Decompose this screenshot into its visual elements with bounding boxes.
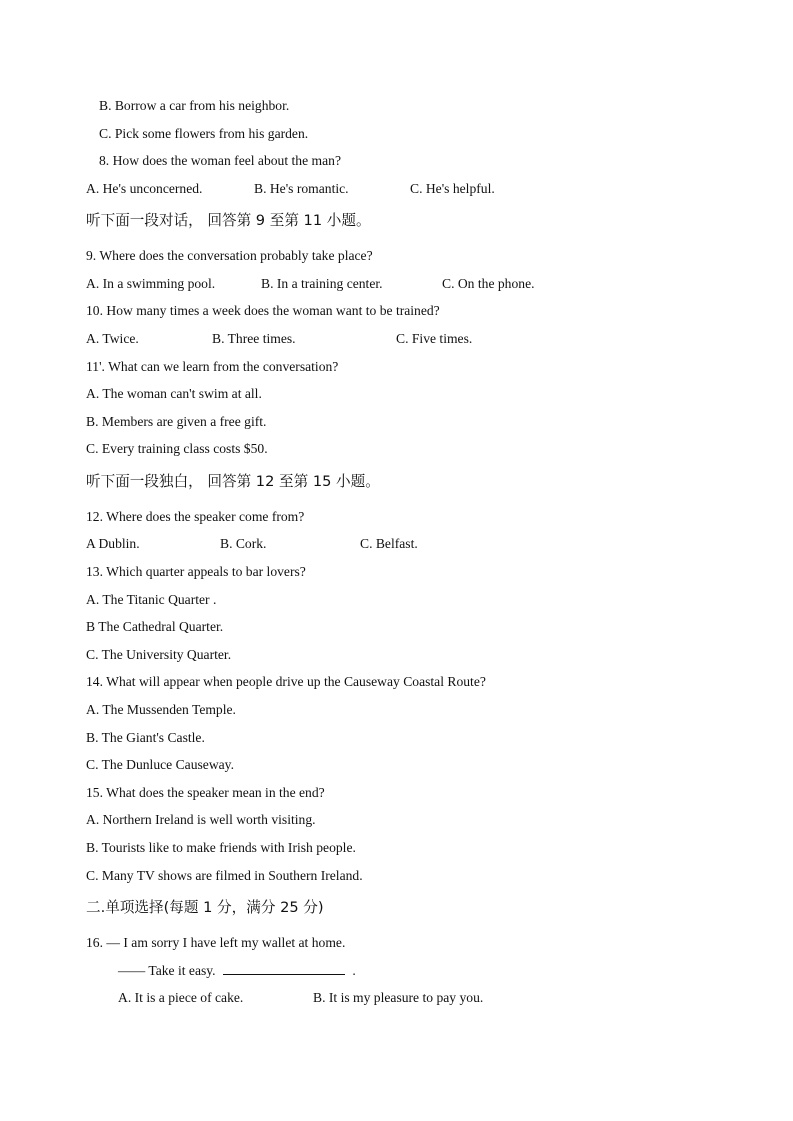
- q9-option-a: A. In a swimming pool.: [86, 276, 216, 291]
- section-heading-9-11: 听下面一段对话， 回答第 9 至第 11 小题。: [86, 212, 371, 229]
- q15-option-c: C. Many TV shows are filmed in Southern Ireland.: [86, 868, 363, 883]
- q11-option-b: B. Members are given a free gift.: [86, 414, 267, 429]
- q8-option-b: B. He's romantic.: [254, 181, 349, 196]
- q9-option-c: C. On the phone.: [442, 276, 535, 291]
- q8-option-a: A. He's unconcerned.: [86, 181, 203, 196]
- q13-option-a: A. The Titanic Quarter .: [86, 592, 217, 607]
- q14-option-a: A. The Mussenden Temple.: [86, 702, 236, 717]
- q12-option-a: A Dublin.: [86, 536, 140, 551]
- q16-reply-suffix: .: [352, 963, 356, 978]
- q9-option-b: B. In a training center.: [261, 276, 383, 291]
- q14-option-b: B. The Giant's Castle.: [86, 730, 205, 745]
- q10-option-a: A. Twice.: [86, 331, 139, 346]
- q12-option-b: B. Cork.: [220, 536, 267, 551]
- section-heading-2: 二.单项选择(每题 1 分，满分 25 分): [86, 899, 324, 916]
- q9-question: 9. Where does the conversation probably take place?: [86, 248, 373, 263]
- q14-option-c: C. The Dunluce Causeway.: [86, 757, 234, 772]
- q13-option-c: C. The University Quarter.: [86, 647, 232, 662]
- q10-option-b: B. Three times.: [212, 331, 296, 346]
- q12-question: 12. Where does the speaker come from?: [86, 509, 305, 524]
- q7-option-c: C. Pick some flowers from his garden.: [99, 126, 309, 141]
- q16-option-a: A. It is a piece of cake.: [118, 990, 244, 1005]
- q16-question: 16. — I am sorry I have left my wallet at home.: [86, 935, 346, 950]
- section-heading-12-15: 听下面一段独白， 回答第 12 至第 15 小题。: [86, 473, 380, 490]
- q7-option-b: B. Borrow a car from his neighbor.: [99, 98, 290, 113]
- q12-option-c: C. Belfast.: [360, 536, 418, 551]
- q10-question: 10. How many times a week does the woman want to be trained?: [86, 303, 440, 318]
- q11-option-a: A. The woman can't swim at all.: [86, 386, 262, 401]
- q14-question: 14. What will appear when people drive up the Causeway Coastal Route?: [86, 674, 486, 689]
- q15-option-a: A. Northern Ireland is well worth visiting.: [86, 812, 316, 827]
- q16-answer-blank[interactable]: [223, 962, 345, 975]
- q10-option-c: C. Five times.: [396, 331, 473, 346]
- q11-question: 11'. What can we learn from the conversation?: [86, 359, 339, 374]
- q13-option-b: B The Cathedral Quarter.: [86, 619, 224, 634]
- q11-option-c: C. Every training class costs $50.: [86, 441, 268, 456]
- q16-reply: [118, 962, 356, 980]
- q16-reply-prefix: —— Take it easy.: [118, 963, 216, 978]
- q15-option-b: B. Tourists like to make friends with Irish people.: [86, 840, 356, 855]
- q15-question: 15. What does the speaker mean in the end?: [86, 785, 325, 800]
- q8-question: 8. How does the woman feel about the man?: [99, 153, 341, 168]
- q13-question: 13. Which quarter appeals to bar lovers?: [86, 564, 306, 579]
- q16-option-b: B. It is my pleasure to pay you.: [313, 990, 484, 1005]
- q8-option-c: C. He's helpful.: [410, 181, 495, 196]
